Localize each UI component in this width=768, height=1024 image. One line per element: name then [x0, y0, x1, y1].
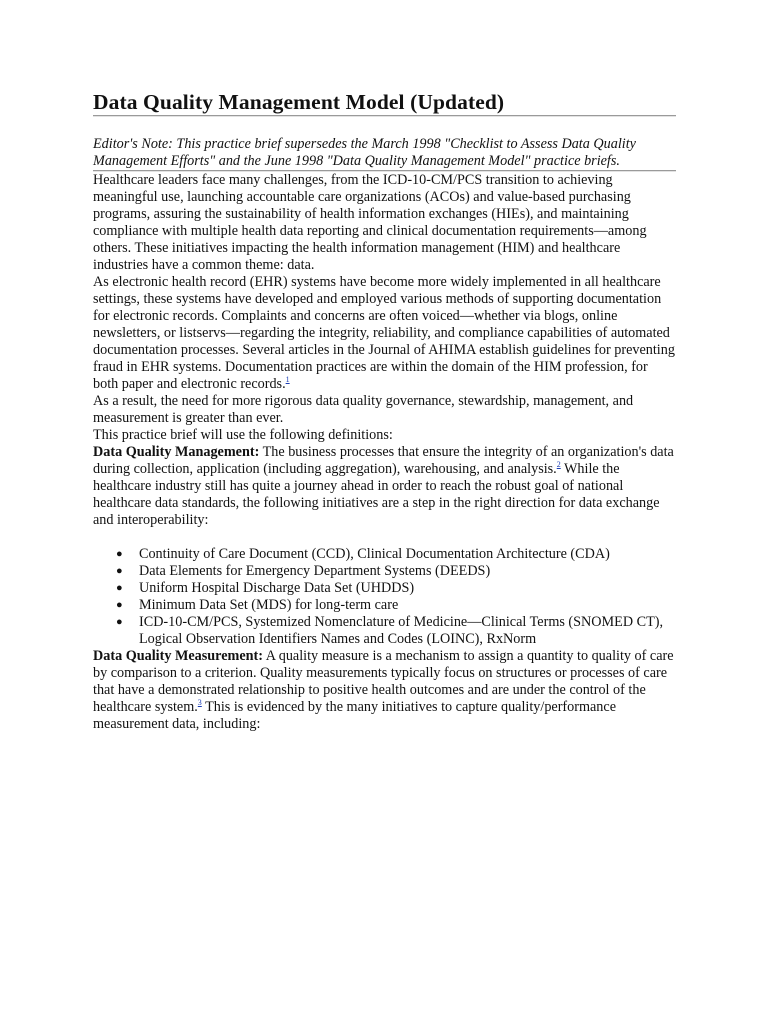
list-item-text: Data Elements for Emergency Department Systems (DEEDS)	[139, 563, 491, 579]
definition-text: The business processes that ensure the integrity of an organization's data during collection, application (including aggregation), warehousing, and analysis.	[93, 444, 674, 477]
list-item-text: ICD-10-CM/PCS, Systemized Nomenclature of Medicine—Clinical Terms (SNOMED CT), Logical Observation Identifiers Names and Codes (LOINC), RxNorm	[139, 614, 664, 647]
definition-text-continued: This is evidenced by the many initiatives to capture quality/performance measurement data, including:	[93, 699, 616, 732]
paragraph-intro: Healthcare leaders face many challenges, from the ICD-10-CM/PCS transition to achieving meaningful use, launching accountable care organizations (ACOs) and value-based purchasing programs, assuring the sustainability of health information exchanges (HIEs), and maintaining compliance with multiple health data reporting and clinical documentation requirements—among others. These initiatives impacting the health information management (HIM) and healthcare industries have a common theme: data.	[93, 172, 647, 273]
definition-text-continued: While the healthcare industry still has quite a journey ahead in order to reach the robust goal of national healthcare data standards, the following initiatives are a step in the right direction for data exchange and interoperability:	[93, 461, 660, 528]
list-item	[116, 580, 676, 597]
list-item	[116, 563, 676, 580]
list-item	[116, 614, 676, 648]
bullet-icon: ●	[116, 565, 123, 577]
list-item	[116, 546, 676, 563]
definition-text: A quality measure is a mechanism to assign a quantity to quality of care by comparison to a criterion. Quality measurements typically focus on structures or processes of care that have a demonstrated relationship to positive health outcomes and are under the control of the healthcare system.	[93, 648, 674, 715]
divider-top	[93, 115, 676, 117]
paragraph-ehr-text: As electronic health record (EHR) systems have become more widely implemented in all healthcare settings, these systems have developed and employed various methods of supporting documentation for electronic records. Complaints and concerns are often voiced—whether via blogs, online newsletters, or listservs—regarding the integrity, reliability, and compliance capabilities of automated documentation processes. Several articles in the Journal of AHIMA establish guidelines for preventing fraud in EHR systems. Documentation practices are within the domain of the HIM profession, for both paper and electronic records.	[93, 274, 675, 392]
paragraph-definitions-intro: This practice brief will use the following definitions:	[93, 427, 393, 443]
bullet-icon: ●	[116, 616, 123, 628]
initiatives-list	[93, 546, 676, 648]
list-item	[116, 597, 676, 614]
bullet-icon: ●	[116, 548, 123, 560]
definition-data-quality-management	[93, 444, 676, 529]
page-title: Data Quality Management Model (Updated)	[93, 90, 505, 114]
paragraph-ehr	[93, 274, 676, 393]
definition-data-quality-measurement	[93, 648, 676, 733]
footnote-link-1[interactable]: 1	[285, 375, 290, 384]
list-item-text: Continuity of Care Document (CCD), Clinical Documentation Architecture (CDA)	[139, 546, 610, 562]
footnote-link-3[interactable]: 3	[197, 698, 202, 707]
list-item-text: Minimum Data Set (MDS) for long-term care	[139, 597, 399, 613]
list-item-text: Uniform Hospital Discharge Data Set (UHDDS)	[139, 580, 415, 596]
definition-term: Data Quality Management:	[93, 444, 260, 460]
footnote-link-2[interactable]: 2	[556, 460, 561, 469]
editors-note: Editor's Note: This practice brief supersedes the March 1998 "Checklist to Assess Data Quality Management Efforts" and the June 1998 "Data Quality Management Model" practice briefs.	[93, 136, 636, 169]
definition-term: Data Quality Measurement:	[93, 648, 263, 664]
paragraph-result: As a result, the need for more rigorous data quality governance, stewardship, management, and measurement is greater than ever.	[93, 393, 634, 426]
bullet-icon: ●	[116, 599, 123, 611]
bullet-icon: ●	[116, 582, 123, 594]
